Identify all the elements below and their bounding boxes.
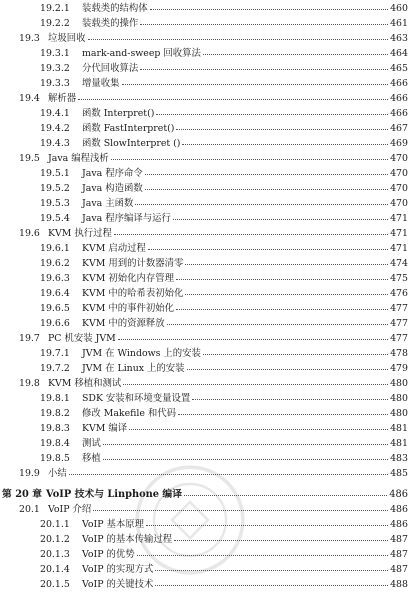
toc-entry-number: 19.6.4 bbox=[40, 288, 70, 299]
toc-dot-leader bbox=[167, 324, 388, 325]
toc-entry-title: 解析器 bbox=[48, 93, 77, 104]
toc-entry-page: 486 bbox=[389, 489, 408, 500]
toc-entry-title: 函数 SlowInterpret () bbox=[82, 138, 181, 149]
toc-entry-page: 477 bbox=[390, 303, 408, 314]
toc-entry-title: 增量收集 bbox=[82, 78, 120, 89]
toc-entry-page: 485 bbox=[390, 468, 408, 479]
toc-entry-number: 19.8.4 bbox=[40, 438, 70, 449]
toc-entry-number: 19.3.1 bbox=[40, 48, 70, 59]
toc-entry-page: 477 bbox=[390, 333, 408, 344]
toc-dot-leader bbox=[111, 159, 388, 160]
toc-entry-title: VoIP 的优势 bbox=[82, 549, 135, 560]
toc-entry-number: 19.7.1 bbox=[40, 348, 70, 359]
toc-dot-leader bbox=[122, 84, 388, 85]
toc-dot-leader bbox=[148, 249, 388, 250]
toc-dot-leader bbox=[114, 234, 388, 235]
toc-entry-title: Java 程序编译与运行 bbox=[82, 213, 171, 224]
toc-dot-leader bbox=[187, 369, 388, 370]
toc-dot-leader bbox=[203, 354, 388, 355]
toc-entry-number: 19.8.5 bbox=[40, 453, 70, 464]
toc-entry-number: 19.4.1 bbox=[40, 108, 70, 119]
toc-entry-page: 478 bbox=[390, 348, 408, 359]
toc-entry[interactable] bbox=[0, 547, 411, 562]
toc-entry-page: 477 bbox=[390, 318, 408, 329]
toc-entry-number: 19.8.2 bbox=[40, 408, 70, 419]
toc-dot-leader bbox=[140, 69, 388, 70]
toc-entry[interactable] bbox=[0, 577, 411, 592]
toc-entry-number: 20.1.2 bbox=[40, 534, 70, 545]
toc-dot-leader bbox=[150, 9, 388, 10]
toc-dot-leader bbox=[173, 219, 388, 220]
toc-entry-title: 移植 bbox=[82, 453, 101, 464]
toc-entry-number: 19.6.2 bbox=[40, 258, 70, 269]
toc-entry-number: 19.3 bbox=[19, 33, 40, 44]
toc-entry-number: 19.3.3 bbox=[40, 78, 70, 89]
toc-entry-page: 480 bbox=[390, 408, 408, 419]
toc-entry-title: VoIP 的基本传输过程 bbox=[82, 534, 173, 545]
toc-entry-number: 20.1.1 bbox=[40, 519, 70, 530]
toc-entry-title: Java 构造函数 bbox=[82, 183, 143, 194]
toc-dot-leader bbox=[93, 510, 388, 511]
toc-entry-number: 19.5.4 bbox=[40, 213, 70, 224]
toc-entry-title: JVM 在 Windows 上的安装 bbox=[82, 348, 201, 359]
toc-entry-page: 469 bbox=[390, 138, 408, 149]
toc-entry-number: 19.6.3 bbox=[40, 273, 70, 284]
toc-entry-number: 19.7.2 bbox=[40, 363, 70, 374]
toc-entry[interactable] bbox=[0, 286, 411, 301]
toc-dot-leader bbox=[176, 279, 388, 280]
toc-entry[interactable] bbox=[0, 271, 411, 286]
toc-entry-title: 装载类的结构体 bbox=[82, 3, 148, 14]
toc-entry[interactable] bbox=[0, 517, 411, 532]
toc-entry-page: 487 bbox=[390, 549, 408, 560]
toc-entry-title: 函数 FastInterpret() bbox=[82, 123, 175, 134]
toc-entry-number: 19.5 bbox=[19, 153, 40, 164]
toc-dot-leader bbox=[103, 459, 388, 460]
toc-entry[interactable] bbox=[0, 106, 411, 121]
toc-dot-leader bbox=[156, 114, 388, 115]
toc-entry-page: 481 bbox=[390, 423, 408, 434]
toc-entry-page: 475 bbox=[390, 273, 408, 284]
toc-entry-number: 19.4 bbox=[19, 93, 40, 104]
toc-entry-page: 476 bbox=[390, 288, 408, 299]
toc-dot-leader bbox=[155, 570, 388, 571]
toc-entry-page: 465 bbox=[390, 63, 408, 74]
toc-entry[interactable] bbox=[0, 376, 411, 391]
toc-entry-title: mark-and-sweep 回收算法 bbox=[82, 48, 201, 59]
toc-entry-title: 分代回收算法 bbox=[82, 63, 139, 74]
toc-entry-page: 480 bbox=[390, 378, 408, 389]
toc-entry-page: 470 bbox=[390, 153, 408, 164]
toc-entry-title: KVM 中的事件初始化 bbox=[82, 303, 174, 314]
toc-entry-title: KVM 移植和测试 bbox=[48, 378, 122, 389]
toc-dot-leader bbox=[192, 399, 388, 400]
toc-dot-leader bbox=[118, 339, 388, 340]
toc-entry[interactable] bbox=[0, 226, 411, 241]
toc-entry-title: JVM 在 Linux 上的安装 bbox=[82, 363, 185, 374]
toc-entry-title: VoIP 技术与 Linphone 编译 bbox=[46, 489, 182, 500]
toc-entry-title: 修改 Makefile 和代码 bbox=[82, 408, 177, 419]
toc-dot-leader bbox=[69, 474, 388, 475]
toc-entry-title: 小结 bbox=[48, 468, 67, 479]
toc-dot-leader bbox=[137, 555, 388, 556]
toc-entry-page: 467 bbox=[390, 123, 408, 134]
toc-entry-number: 19.5.1 bbox=[40, 168, 70, 179]
toc-entry-page: 471 bbox=[390, 228, 408, 239]
toc-entry[interactable] bbox=[0, 421, 411, 436]
toc-entry[interactable] bbox=[0, 16, 411, 31]
toc-entry[interactable] bbox=[0, 181, 411, 196]
toc-entry[interactable] bbox=[0, 1, 411, 16]
toc-entry-number: 20.1.5 bbox=[40, 579, 70, 590]
toc-entry-title: VoIP 介绍 bbox=[48, 504, 92, 515]
toc-entry[interactable] bbox=[0, 346, 411, 361]
toc-entry[interactable] bbox=[0, 301, 411, 316]
toc-entry-page: 464 bbox=[390, 48, 408, 59]
toc-entry-page: 474 bbox=[390, 258, 408, 269]
toc-entry[interactable] bbox=[0, 211, 411, 226]
toc-entry-title: PC 机安装 JVM bbox=[48, 333, 116, 344]
toc-dot-leader bbox=[155, 585, 388, 586]
toc-entry-page: 483 bbox=[390, 453, 408, 464]
toc-entry-page: 466 bbox=[390, 78, 408, 89]
toc-entry-number: 20.1.4 bbox=[40, 564, 70, 575]
toc-entry-title: KVM 中的资源释放 bbox=[82, 318, 165, 329]
toc-entry[interactable] bbox=[0, 241, 411, 256]
toc-entry-number: 19.6.5 bbox=[40, 303, 70, 314]
toc-entry[interactable] bbox=[0, 451, 411, 466]
toc-dot-leader bbox=[176, 129, 388, 130]
toc-dot-leader bbox=[140, 24, 388, 25]
toc-entry-page: 470 bbox=[390, 168, 408, 179]
toc-entry-page: 487 bbox=[390, 534, 408, 545]
toc-entry[interactable] bbox=[0, 502, 411, 517]
toc-entry-number: 19.8.3 bbox=[40, 423, 70, 434]
toc-dot-leader bbox=[174, 540, 388, 541]
toc-entry-number: 19.6.6 bbox=[40, 318, 70, 329]
toc-entry-title: KVM 初始化内存管理 bbox=[82, 273, 174, 284]
toc-entry[interactable] bbox=[0, 562, 411, 577]
toc-entry[interactable] bbox=[0, 391, 411, 406]
toc-entry-page: 466 bbox=[390, 93, 408, 104]
toc-entry-page: 471 bbox=[390, 243, 408, 254]
toc-entry-page: 486 bbox=[390, 519, 408, 530]
toc-entry-number: 19.3.2 bbox=[40, 63, 70, 74]
toc-entry-title: VoIP 基本原理 bbox=[82, 519, 145, 530]
toc-entry-title: Java 程序命令 bbox=[82, 168, 143, 179]
toc-entry-title: 测试 bbox=[82, 438, 101, 449]
toc-entry[interactable] bbox=[0, 436, 411, 451]
toc-entry-number: 19.8.1 bbox=[40, 393, 70, 404]
toc-dot-leader bbox=[178, 414, 388, 415]
toc-entry-page: 481 bbox=[390, 438, 408, 449]
toc-entry-page: 486 bbox=[390, 504, 408, 515]
toc-entry-title: Java 编程浅析 bbox=[48, 153, 109, 164]
toc-entry[interactable] bbox=[0, 46, 411, 61]
toc-entry-title: 垃圾回收 bbox=[48, 33, 86, 44]
toc-entry-title: 函数 Interpret() bbox=[82, 108, 155, 119]
toc-entry-page: 488 bbox=[390, 579, 408, 590]
toc-entry-number: 20.1 bbox=[19, 504, 40, 515]
toc-entry[interactable] bbox=[0, 361, 411, 376]
toc-entry-number: 19.4.3 bbox=[40, 138, 70, 149]
toc-dot-leader bbox=[103, 444, 388, 445]
toc-entry-number: 19.2.1 bbox=[40, 3, 70, 14]
toc-entry-page: 470 bbox=[390, 198, 408, 209]
toc-entry-number: 19.5.2 bbox=[40, 183, 70, 194]
toc-entry-page: 480 bbox=[390, 393, 408, 404]
toc-dot-leader bbox=[78, 99, 388, 100]
toc-entry[interactable] bbox=[0, 76, 411, 91]
toc-entry[interactable] bbox=[0, 166, 411, 181]
toc-entry-number: 19.9 bbox=[19, 468, 40, 479]
toc-dot-leader bbox=[129, 429, 388, 430]
toc-entry-number: 19.5.3 bbox=[40, 198, 70, 209]
toc-entry-page: 470 bbox=[390, 183, 408, 194]
toc-dot-leader bbox=[182, 144, 388, 145]
toc-dot-leader bbox=[185, 264, 388, 265]
toc-entry-title: VoIP 的关键技术 bbox=[82, 579, 154, 590]
toc-entry-number: 19.8 bbox=[19, 378, 40, 389]
toc-entry-title: KVM 编译 bbox=[82, 423, 128, 434]
toc-entry-page: 487 bbox=[390, 564, 408, 575]
toc-entry-page: 463 bbox=[390, 33, 408, 44]
toc-dot-leader bbox=[146, 525, 388, 526]
toc-entry[interactable] bbox=[0, 61, 411, 76]
toc-entry[interactable] bbox=[0, 151, 411, 166]
toc-entry-number: 第 20 章 bbox=[2, 489, 43, 500]
toc-entry[interactable] bbox=[0, 532, 411, 547]
toc-entry[interactable] bbox=[0, 406, 411, 421]
toc-entry-title: VoIP 的实现方式 bbox=[82, 564, 154, 575]
toc-entry-title: KVM 中的哈希表初始化 bbox=[82, 288, 184, 299]
toc-entry-page: 479 bbox=[390, 363, 408, 374]
toc-entry-title: SDK 安装和环境变量设置 bbox=[82, 393, 191, 404]
toc-entry[interactable] bbox=[0, 466, 411, 481]
toc-entry-number: 19.6 bbox=[19, 228, 40, 239]
toc-dot-leader bbox=[203, 54, 388, 55]
toc-entry-number: 19.4.2 bbox=[40, 123, 70, 134]
toc-entry-title: KVM 启动过程 bbox=[82, 243, 146, 254]
toc-entry-page: 466 bbox=[390, 108, 408, 119]
toc-dot-leader bbox=[145, 189, 388, 190]
toc-entry-number: 20.1.3 bbox=[40, 549, 70, 560]
toc-dot-leader bbox=[135, 204, 388, 205]
toc-entry-page: 461 bbox=[390, 18, 408, 29]
toc-entry-title: KVM 执行过程 bbox=[48, 228, 112, 239]
toc-entry-title: Java 主函数 bbox=[82, 198, 134, 209]
toc-dot-leader bbox=[123, 384, 388, 385]
toc-entry-page: 460 bbox=[390, 3, 408, 14]
toc-entry-title: 装载类的操作 bbox=[82, 18, 139, 29]
toc-entry[interactable] bbox=[0, 196, 411, 211]
toc-entry[interactable] bbox=[0, 316, 411, 331]
toc-entry[interactable] bbox=[0, 91, 411, 106]
toc-dot-leader bbox=[176, 309, 388, 310]
toc-dot-leader bbox=[88, 39, 388, 40]
toc-dot-leader bbox=[185, 294, 388, 295]
toc-entry[interactable] bbox=[0, 136, 411, 151]
toc-entry[interactable] bbox=[0, 121, 411, 136]
toc-entry-number: 19.7 bbox=[19, 333, 40, 344]
toc-entry[interactable] bbox=[0, 31, 411, 46]
toc-dot-leader bbox=[184, 495, 387, 496]
toc-entry-title: KVM 用到的计数器清零 bbox=[82, 258, 184, 269]
toc-entry[interactable] bbox=[0, 487, 411, 502]
toc-entry-number: 19.2.2 bbox=[40, 18, 70, 29]
toc-entry-page: 471 bbox=[390, 213, 408, 224]
toc-entry[interactable] bbox=[0, 256, 411, 271]
toc-dot-leader bbox=[145, 174, 388, 175]
toc-entry-number: 19.6.1 bbox=[40, 243, 70, 254]
toc-entry[interactable] bbox=[0, 331, 411, 346]
